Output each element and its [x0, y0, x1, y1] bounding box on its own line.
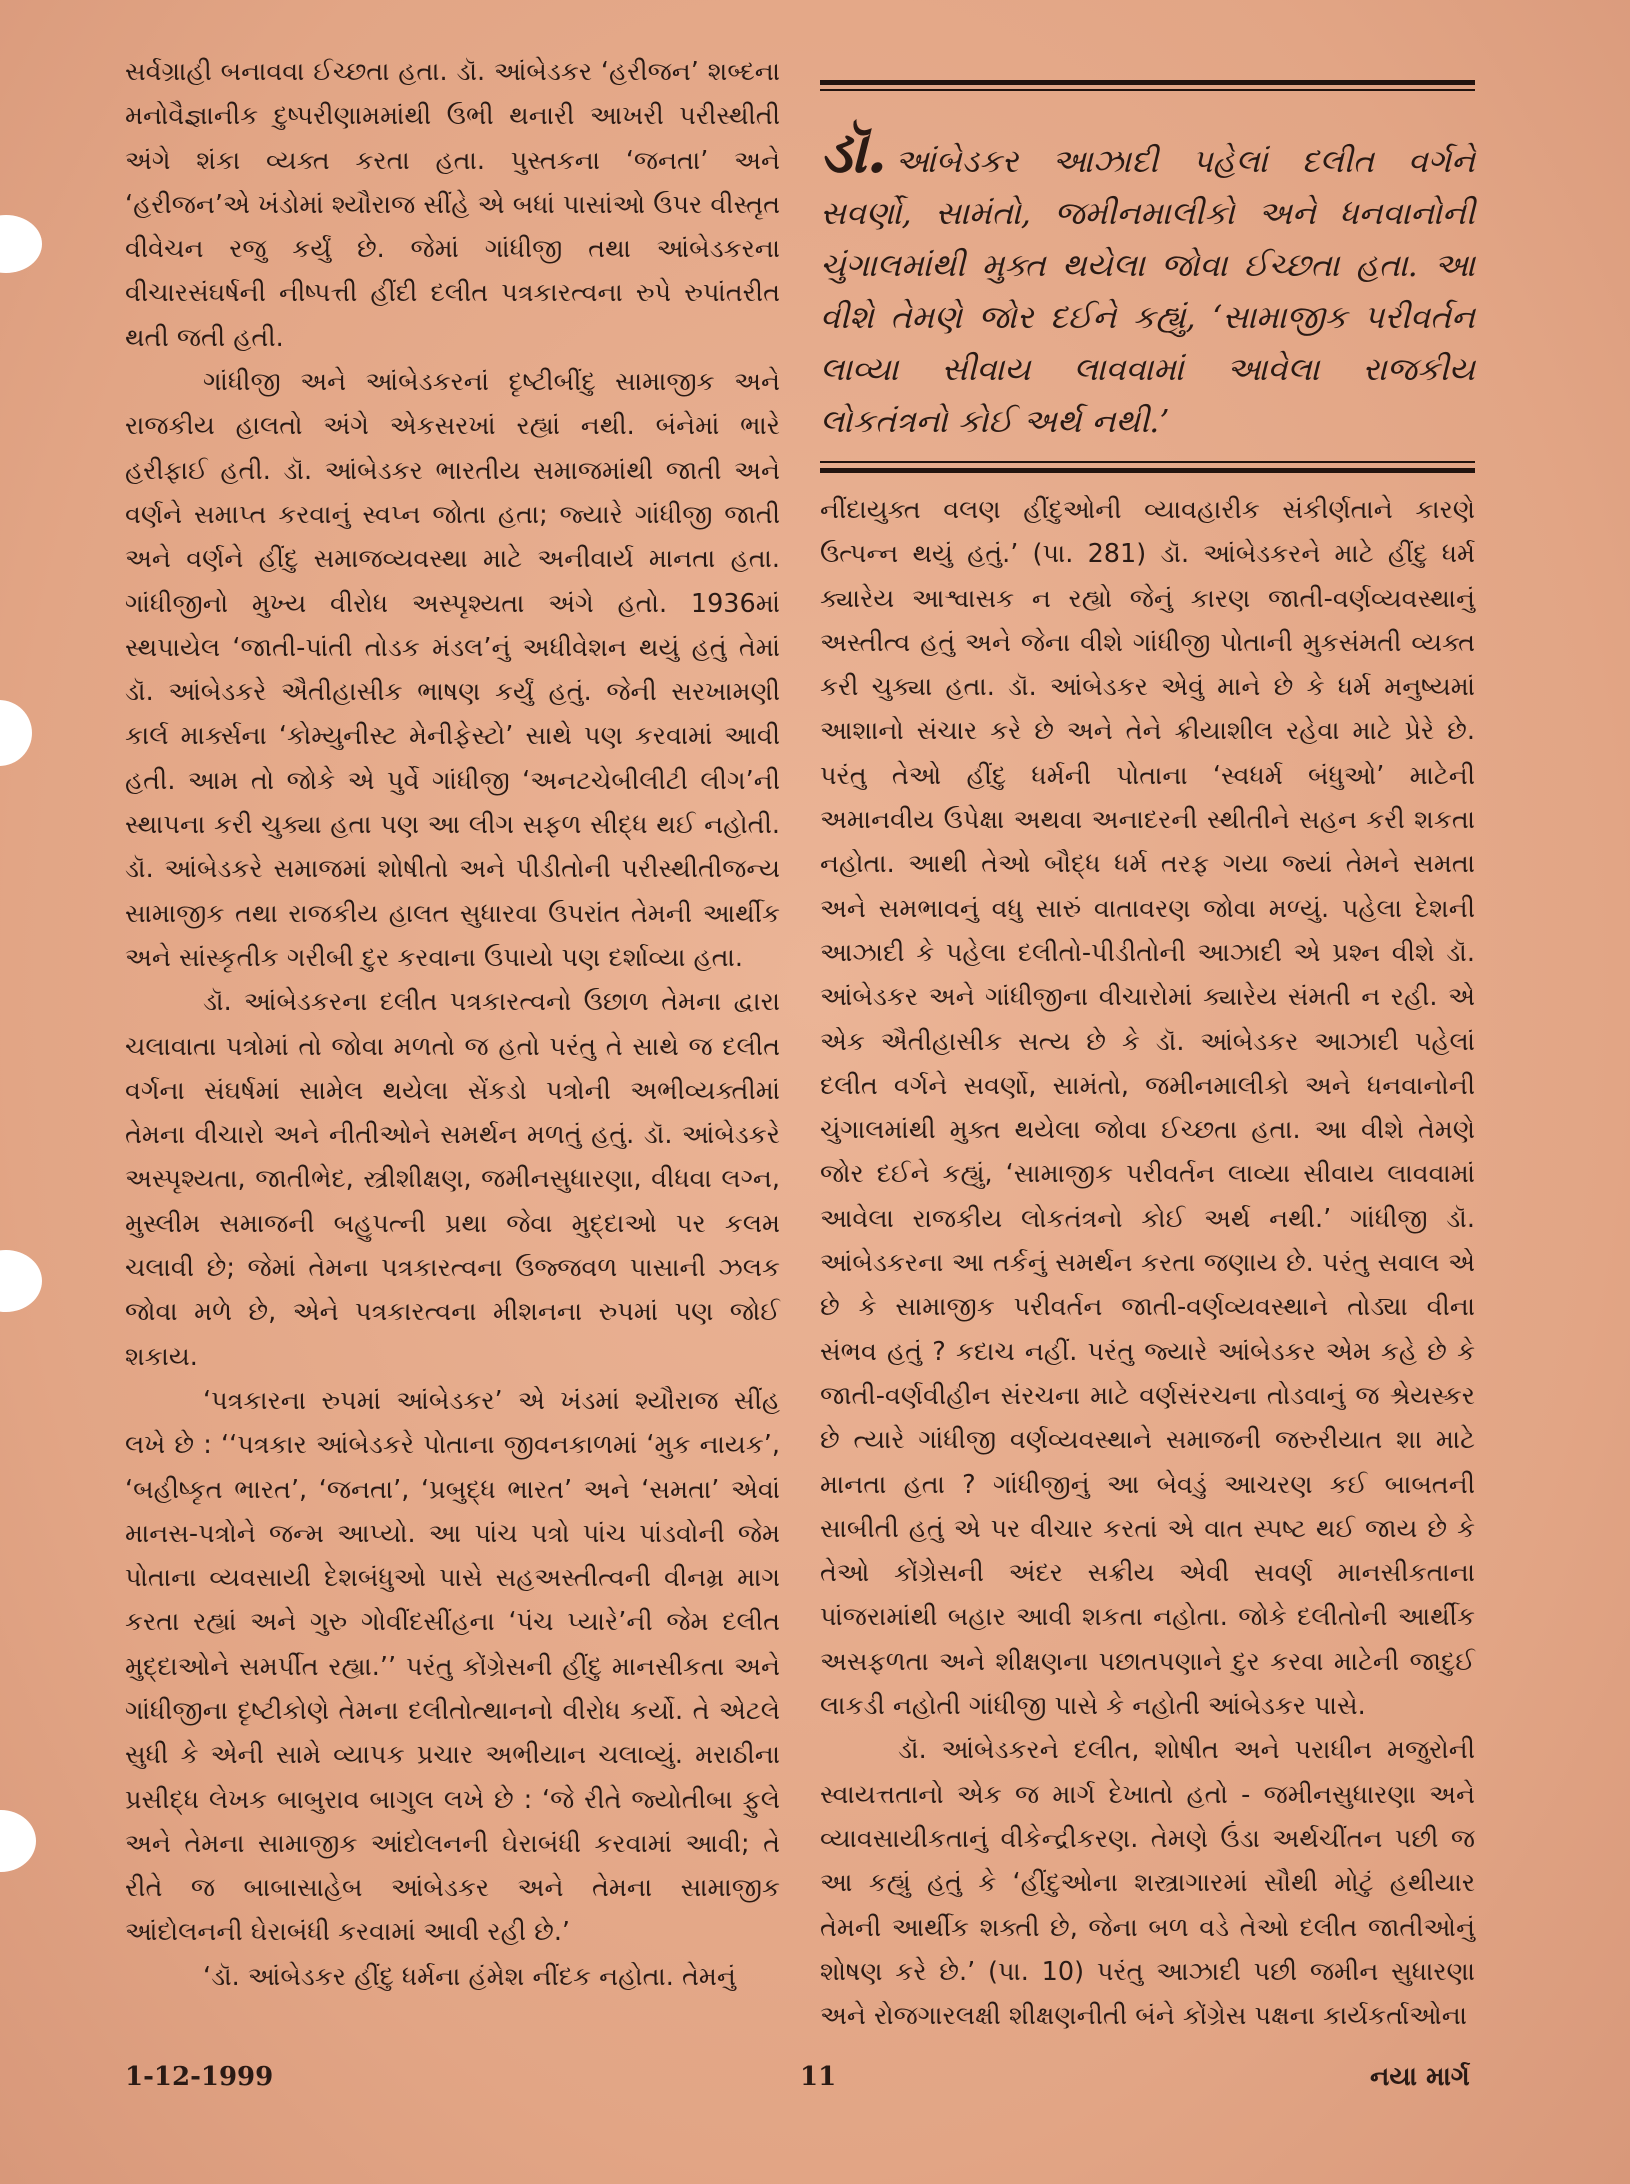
magazine-name: નયા માર્ગ	[1370, 2062, 1470, 2092]
pull-quote-text	[820, 118, 1475, 447]
paragraph: ગાંધીજી અને આંબેડકરનાં દૃષ્ટીબીંદુ સામાજીક અને રાજકીય હાલતો અંગે એકસરખાં રહ્યાં નથી. બંનેમાં ભારે હરીફાઈ હતી. ડૉ. આંબેડકર ભારતીય સમાજમાંથી જાતી અને વર્ણને સમાપ્ત કરવાનું સ્વપ્ન જોતા હતા; જ્યારે ગાંધીજી જાતી અને વર્ણને હીંદુ સમાજવ્યવસ્થા માટે અનીવાર્ય માનતા હતા. ગાંધીજીનો મુખ્ય વીરોધ અસ્પૃશ્યતા અંગે હતો. 1936માં સ્થપાયેલ ‘જાતી-પાંતી તોડક મંડલ’નું અધીવેશન થયું હતું તેમાં ડૉ. આંબેડકરે ઐતીહાસીક ભાષણ કર્યું હતું. જેની સરખામણી કાર્લ માર્ક્સના ‘કોમ્યુનીસ્ટ મેનીફેસ્ટો’ સાથે પણ કરવામાં આવી હતી. આમ તો જોકે એ પુર્વે ગાંધીજી ‘અનટચેબીલીટી લીગ’ની સ્થાપના કરી ચુક્યા હતા પણ આ લીગ સફળ સીદ્ધ થઈ નહોતી. ડૉ. આંબેડકરે સમાજમાં શોષીતો અને પીડીતોની પરીસ્થીતીજન્ય સામાજીક તથા રાજકીય હાલત સુધારવા ઉપરાંત તેમની આર્થીક અને સાંસ્કૃતીક ગરીબી દુર કરવાના ઉપાયો પણ દર્શાવ્યા હતા.	[125, 367, 780, 973]
pull-quote-body: આંબેડકર આઝાદી પહેલાં દલીત વર્ગને સવર્ણો, સામંતો, જમીનમાલીકો અને ધનવાનોની ચુંગાલમાંથી મુક્ત થયેલા જોવા ઈચ્છતા હતા. આ વીશે તેમણે જોર દઈને કહ્યું, ‘સામાજીક પરીવર્તન લાવ્યા સીવાય લાવવામાં આવેલા રાજકીય લોકતંત્રનો કોઈ અર્થ નથી.’	[820, 142, 1475, 440]
binder-hole-2	[0, 700, 32, 766]
paragraph: ડૉ. આંબેડકરના દલીત પત્રકારત્વનો ઉછાળ તેમના દ્વારા ચલાવાતા પત્રોમાં તો જોવા મળતો જ હતો પરંતુ તે સાથે જ દલીત વર્ગના સંઘર્ષમાં સામેલ થયેલા સેંકડો પત્રોની અભીવ્યક્તીમાં તેમના વીચારો અને નીતીઓને સમર્થન મળતું હતું. ડૉ. આંબેડકરે અસ્પૃશ્યતા, જાતીભેદ, સ્ત્રીશીક્ષણ, જમીનસુધારણા, વીધવા લગ્ન, મુસ્લીમ સમાજની બહુપત્ની પ્રથા જેવા મુદ્દાઓ પર કલમ ચલાવી છે; જેમાં તેમના પત્રકારત્વના ઉજ્જવળ પાસાની ઝલક જોવા મળે છે, એને પત્રકારત્વના મીશનના રુપમાં પણ જોઈ શકાય.	[125, 987, 780, 1372]
binder-hole-1	[0, 215, 42, 273]
paragraph: ‘ડૉ. આંબેડકર હીંદુ ધર્મના હંમેશ નીંદક નહોતા. તેમનું	[203, 1961, 736, 1992]
quote-bottom-rule-thin	[820, 461, 1475, 463]
quote-top-rule	[820, 80, 1475, 85]
right-text-column	[820, 488, 1475, 2038]
quote-bottom-rule	[820, 468, 1475, 473]
footer-date: 1-12-1999	[125, 2062, 274, 2092]
paragraph: સર્વગ્રાહી બનાવવા ઈચ્છતા હતા. ડૉ. આંબેડકર ‘હરીજન’ શબ્દના મનોવૈજ્ઞાનીક દુષ્પરીણામમાંથી ઉભી થનારી આખરી પરીસ્થીતી અંગે શંકા વ્યક્ત કરતા હતા. પુસ્તકના ‘જનતા’ અને ‘હરીજન’એ ખંડોમાં શ્યૌરાજ સીંહે એ બધાં પાસાંઓ ઉપર વીસ્તૃત વીવેચન રજુ કર્યું છે. જેમાં ગાંધીજી તથા આંબેડકરના વીચારસંઘર્ષની નીષ્પત્તી હીંદી દલીત પત્રકારત્વના રુપે રુપાંતરીત થતી જતી હતી.	[125, 57, 780, 353]
pull-quote-dropcap: ડૉ.	[820, 118, 887, 186]
page-number: 11	[800, 2062, 837, 2092]
pull-quote	[820, 80, 1475, 477]
paragraph: નીંદાયુક્ત વલણ હીંદુઓની વ્યાવહારીક સંકીર્ણતાને કારણે ઉત્પન્ન થયું હતું.’ (પા. 281) ડૉ. આંબેડકરને માટે હીંદુ ધર્મ ક્યારેય આશ્વાસક ન રહ્યો જેનું કારણ જાતી-વર્ણવ્યવસ્થાનું અસ્તીત્વ હતું અને જેના વીશે ગાંધીજી પોતાની મુકસંમતી વ્યક્ત કરી ચુક્યા હતા. ડૉ. આંબેડકર એવું માને છે કે ધર્મ મનુષ્યમાં આશાનો સંચાર કરે છે અને તેને ક્રીયાશીલ રહેવા માટે પ્રેરે છે. પરંતુ તેઓ હીંદુ ધર્મની પોતાના ‘સ્વધર્મ બંધુઓ’ માટેની અમાનવીય ઉપેક્ષા અથવા અનાદરની સ્થીતીને સહન કરી શકતા નહોતા. આથી તેઓ બૌદ્ધ ધર્મ તરફ ગયા જ્યાં તેમને સમતા અને સમભાવનું વધુ સારું વાતાવરણ જોવા મળ્યું. પહેલા દેશની આઝાદી કે પહેલા દલીતો-પીડીતોની આઝાદી એ પ્રશ્ન વીશે ડૉ. આંબેડકર અને ગાંધીજીના વીચારોમાં ક્યારેય સંમતી ન રહી. એ એક ઐતીહાસીક સત્ય છે કે ડૉ. આંબેડકર આઝાદી પહેલાં દલીત વર્ગને સવર્ણો, સામંતો, જમીનમાલીકો અને ધનવાનોની ચુંગાલમાંથી મુક્ત થયેલા જોવા ઈચ્છતા હતા. આ વીશે તેમણે જોર દઈને કહ્યું, ‘સામાજીક પરીવર્તન લાવ્યા સીવાય લાવવામાં આવેલા રાજકીય લોકતંત્રનો કોઈ અર્થ નથી.’ ગાંધીજી ડૉ. આંબેડકરના આ તર્કનું સમર્થન કરતા જણાય છે. પરંતુ સવાલ એ છે કે સામાજીક પરીવર્તન જાતી-વર્ણવ્યવસ્થાને તોડ્યા વીના સંભવ હતું ? કદાચ નહીં. પરંતુ જ્યારે આંબેડકર એમ કહે છે કે જાતી-વર્ણવીહીન સંરચના માટે વર્ણસંરચના તોડવાનું જ શ્રેયસ્કર છે ત્યારે ગાંધીજી વર્ણવ્યવસ્થાને સમાજની જરુરીયાત શા માટે માનતા હતા ? ગાંધીજીનું આ બેવડું આચરણ કઈ બાબતની સાબીતી હતું એ પર વીચાર કરતાં એ વાત સ્પષ્ટ થઈ જાય છે કે તેઓ કોંગ્રેસની અંદર સક્રીય એવી સવર્ણ માનસીકતાના પાંજરામાંથી બહાર આવી શકતા નહોતા. જોકે દલીતોની આર્થીક અસફળતા અને શીક્ષણના પછાતપણાને દુર કરવા માટેની જાદુઈ લાકડી નહોતી ગાંધીજી પાસે કે નહોતી આંબેડકર પાસે.	[820, 495, 1475, 1722]
binder-hole-4	[0, 1810, 36, 1872]
paragraph: ડૉ. આંબેડકરને દલીત, શોષીત અને પરાધીન મજુરોની સ્વાયત્તતાનો એક જ માર્ગ દેખાતો હતો - જમીનસુધારણા અને વ્યાવસાયીકતાનું વીકેન્દ્રીકરણ. તેમણે ઉંડા અર્થચીંતન પછી જ આ કહ્યું હતું કે ‘હીંદુઓના શસ્ત્રાગારમાં સૌથી મોટું હથીયાર તેમની આર્થીક શક્તી છે, જેના બળ વડે તેઓ દલીત જાતીઓનું શોષણ કરે છે.’ (પા. 10) પરંતુ આઝાદી પછી જમીન સુધારણા અને રોજગારલક્ષી શીક્ષણનીતી બંને કોંગ્રેસ પક્ષના કાર્યકર્તાઓના	[820, 1735, 1475, 2032]
binder-hole-3	[0, 1250, 42, 1312]
left-text-column	[125, 50, 780, 1999]
quote-top-rule-thin	[820, 89, 1475, 91]
paragraph: ‘પત્રકારના રુપમાં આંબેડકર’ એ ખંડમાં શ્યૌરાજ સીંહ લખે છે : ‘‘પત્રકાર આંબેડકરે પોતાના જીવનકાળમાં ‘મુક નાયક’, ‘બહીષ્કૃત ભારત’, ‘જનતા’, ‘પ્રબુદ્ધ ભારત’ અને ‘સમતા’ એવાં માનસ-પત્રોને જન્મ આપ્યો. આ પાંચ પત્રો પાંચ પાંડવોની જેમ પોતાના વ્યવસાયી દેશબંધુઓ પાસે સહઅસ્તીત્વની વીનમ્ર માગ કરતા રહ્યાં અને ગુરુ ગોવીંદસીંહના ‘પંચ પ્યારે’ની જેમ દલીત મુદ્દાઓને સમર્પીત રહ્યા.’’ પરંતુ કોંગ્રેસની હીંદુ માનસીકતા અને ગાંધીજીના દૃષ્ટીકોણે તેમના દલીતોત્થાનનો વીરોધ કર્યો. તે એટલે સુધી કે એની સામે વ્યાપક પ્રચાર અભીયાન ચલાવ્યું. મરાઠીના પ્રસીદ્ધ લેખક બાબુરાવ બાગુલ લખે છે : ‘જે રીતે જ્યોતીબા ફુલે અને તેમના સામાજીક આંદોલનની ઘેરાબંધી કરવામાં આવી; તે રીતે જ બાબાસાહેબ આંબેડકર અને તેમના સામાજીક આંદોલનની ઘેરાબંધી કરવામાં આવી રહી છે.’	[125, 1385, 780, 1948]
